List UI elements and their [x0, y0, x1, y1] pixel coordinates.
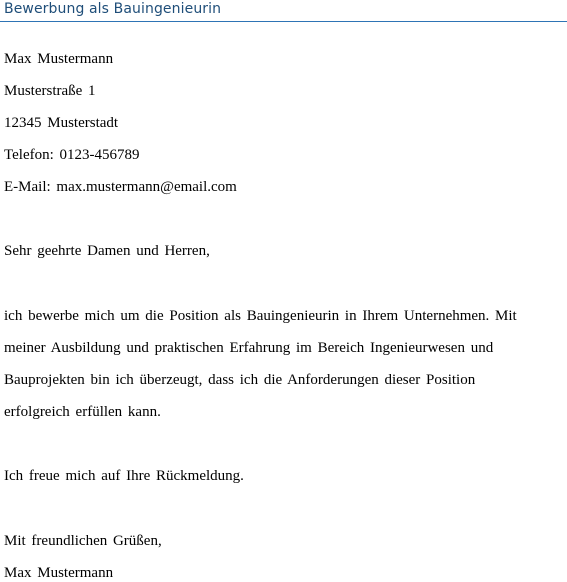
header-divider [0, 21, 567, 22]
sender-email: E-Mail: max.mustermann@email.com [4, 179, 237, 195]
signoff-greeting: Mit freundlichen Grüßen, [4, 533, 162, 549]
sender-street: Musterstraße 1 [4, 83, 96, 99]
document-header [0, 0, 567, 24]
salutation: Sehr geehrte Damen und Herren, [4, 243, 210, 259]
paragraph-line: meiner Ausbildung und praktischen Erfahrung im Bereich Ingenieurwesen und [4, 340, 494, 356]
closing-sentence: Ich freue mich auf Ihre Rückmeldung. [4, 468, 244, 484]
paragraph-line: ich bewerbe mich um die Position als Bauingenieurin in Ihrem Unternehmen. Mit [4, 308, 517, 324]
paragraph-line: erfolgreich erfüllen kann. [4, 404, 161, 420]
sender-phone: Telefon: 0123-456789 [4, 147, 140, 163]
sender-city: 12345 Musterstadt [4, 115, 119, 131]
signoff-name: Max Mustermann [4, 565, 114, 581]
sender-name: Max Mustermann [4, 51, 114, 67]
paragraph-line: Bauprojekten bin ich überzeugt, dass ich die Anforderungen dieser Position [4, 372, 476, 388]
document-title: Bewerbung als Bauingenieurin [4, 1, 222, 17]
